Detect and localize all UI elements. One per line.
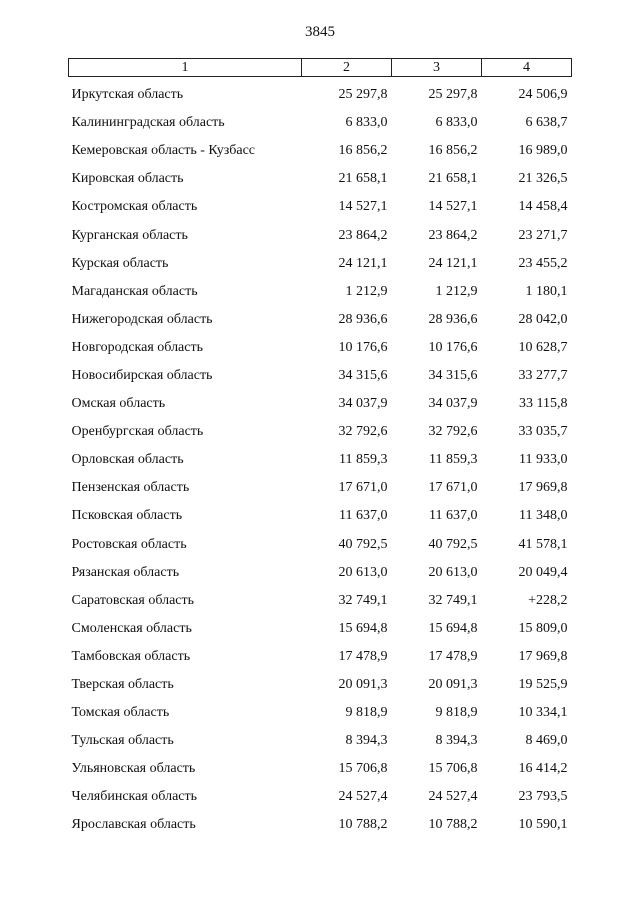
value-cell-col3: 15 706,8 bbox=[428, 761, 478, 777]
value-cell-col3: 32 749,1 bbox=[428, 592, 478, 608]
table-row bbox=[69, 193, 572, 221]
column-header: 2 bbox=[302, 59, 392, 77]
column-header: 3 bbox=[392, 59, 482, 77]
region-name-cell: Курганская область bbox=[71, 227, 188, 243]
value-cell-col3: 40 792,5 bbox=[428, 536, 478, 552]
value-cell-col2: 25 297,8 bbox=[338, 87, 388, 103]
value-cell-col4: 21 326,5 bbox=[518, 171, 568, 187]
value-cell-col4: 41 578,1 bbox=[518, 536, 568, 552]
value-cell-col4: 15 809,0 bbox=[518, 620, 568, 636]
value-cell-col3: 15 694,8 bbox=[428, 620, 478, 636]
value-cell-col3: 17 478,9 bbox=[428, 648, 478, 664]
region-name-cell: Костромская область bbox=[71, 199, 198, 215]
value-cell-col2: 11 859,3 bbox=[339, 452, 388, 468]
region-name-cell: Курская область bbox=[71, 255, 169, 271]
value-cell-col4: 16 414,2 bbox=[518, 761, 568, 777]
column-header: 4 bbox=[482, 59, 572, 77]
region-name-cell: Псковская область bbox=[71, 508, 183, 524]
value-cell-col2: 11 637,0 bbox=[339, 508, 388, 524]
value-cell-col2: 8 394,3 bbox=[345, 733, 388, 749]
value-cell-col4: 17 969,8 bbox=[518, 480, 568, 496]
value-cell-col4: 33 277,7 bbox=[518, 367, 568, 383]
region-name-cell: Кировская область bbox=[71, 171, 184, 187]
value-cell-col2: 34 315,6 bbox=[338, 367, 388, 383]
table-row bbox=[69, 699, 572, 727]
region-name-cell: Рязанская область bbox=[71, 564, 180, 580]
value-cell-col4: 16 989,0 bbox=[518, 143, 568, 159]
value-cell-col4: 24 506,9 bbox=[518, 87, 568, 103]
value-cell-col4: 11 933,0 bbox=[519, 452, 568, 468]
value-cell-col2: 24 527,4 bbox=[338, 789, 388, 805]
value-cell-col4: 33 115,8 bbox=[519, 396, 568, 412]
region-name-cell: Ростовская область bbox=[71, 536, 187, 552]
region-name-cell: Смоленская область bbox=[71, 620, 192, 636]
value-cell-col3: 23 864,2 bbox=[428, 227, 478, 243]
value-cell-col3: 25 297,8 bbox=[428, 87, 478, 103]
value-cell-col3: 28 936,6 bbox=[428, 311, 478, 327]
value-cell-col2: 9 818,9 bbox=[345, 705, 388, 721]
region-name-cell: Новосибирская область bbox=[71, 367, 213, 383]
region-name-cell: Томская область bbox=[71, 705, 170, 721]
table-body bbox=[69, 77, 572, 840]
region-name-cell: Магаданская область bbox=[71, 283, 198, 299]
table-row bbox=[69, 446, 572, 474]
value-cell-col2: 23 864,2 bbox=[338, 227, 388, 243]
table-row bbox=[69, 783, 572, 811]
table-row bbox=[69, 502, 572, 530]
value-cell-col4: +228,2 bbox=[528, 592, 568, 608]
region-name-cell: Новгородская область bbox=[71, 339, 203, 355]
region-name-cell: Ульяновская область bbox=[71, 761, 196, 777]
value-cell-col2: 15 706,8 bbox=[338, 761, 388, 777]
table-row bbox=[69, 615, 572, 643]
page-number: 3845 bbox=[305, 24, 335, 40]
value-cell-col3: 21 658,1 bbox=[428, 171, 478, 187]
region-name-cell: Калининградская область bbox=[71, 115, 225, 131]
table-row bbox=[69, 334, 572, 362]
table-row bbox=[69, 587, 572, 615]
table-row bbox=[69, 362, 572, 390]
value-cell-col3: 16 856,2 bbox=[428, 143, 478, 159]
value-cell-col2: 17 478,9 bbox=[338, 648, 388, 664]
value-cell-col3: 34 315,6 bbox=[428, 367, 478, 383]
value-cell-col2: 20 613,0 bbox=[338, 564, 388, 580]
value-cell-col4: 28 042,0 bbox=[518, 311, 568, 327]
value-cell-col4: 10 628,7 bbox=[518, 339, 568, 355]
region-name-cell: Оренбургская область bbox=[71, 424, 204, 440]
table-row bbox=[69, 77, 572, 110]
table-header bbox=[69, 59, 572, 77]
column-header: 1 bbox=[69, 59, 302, 77]
table-row bbox=[69, 278, 572, 306]
value-cell-col3: 14 527,1 bbox=[428, 199, 478, 215]
value-cell-col2: 40 792,5 bbox=[338, 536, 388, 552]
value-cell-col3: 10 788,2 bbox=[428, 817, 478, 833]
value-cell-col2: 32 792,6 bbox=[338, 424, 388, 440]
value-cell-col2: 16 856,2 bbox=[338, 143, 388, 159]
value-cell-col3: 6 833,0 bbox=[435, 115, 478, 131]
table-row bbox=[69, 671, 572, 699]
region-name-cell: Кемеровская область - Кузбасс bbox=[71, 143, 256, 159]
value-cell-col3: 34 037,9 bbox=[428, 396, 478, 412]
value-cell-col4: 23 793,5 bbox=[518, 789, 568, 805]
region-name-cell: Тверская область bbox=[71, 677, 174, 693]
value-cell-col4: 8 469,0 bbox=[525, 733, 568, 749]
value-cell-col3: 32 792,6 bbox=[428, 424, 478, 440]
value-cell-col2: 10 788,2 bbox=[338, 817, 388, 833]
table-row bbox=[69, 531, 572, 559]
value-cell-col4: 19 525,9 bbox=[518, 677, 568, 693]
value-cell-col2: 15 694,8 bbox=[338, 620, 388, 636]
data-table bbox=[68, 58, 572, 840]
table-row bbox=[69, 418, 572, 446]
value-cell-col4: 10 334,1 bbox=[518, 705, 568, 721]
region-name-cell: Омская область bbox=[71, 396, 166, 412]
table-row bbox=[69, 390, 572, 418]
value-cell-col2: 14 527,1 bbox=[338, 199, 388, 215]
value-cell-col2: 10 176,6 bbox=[338, 339, 388, 355]
value-cell-col3: 20 091,3 bbox=[428, 677, 478, 693]
table-row bbox=[69, 250, 572, 278]
value-cell-col4: 14 458,4 bbox=[518, 199, 568, 215]
header-row bbox=[69, 59, 572, 77]
value-cell-col4: 6 638,7 bbox=[525, 115, 568, 131]
region-name-cell: Челябинская область bbox=[71, 789, 197, 805]
value-cell-col3: 8 394,3 bbox=[435, 733, 478, 749]
value-cell-col4: 23 271,7 bbox=[518, 227, 568, 243]
region-name-cell: Ярославская область bbox=[71, 817, 196, 833]
value-cell-col4: 20 049,4 bbox=[518, 564, 568, 580]
value-cell-col2: 6 833,0 bbox=[345, 115, 388, 131]
value-cell-col2: 1 212,9 bbox=[345, 283, 388, 299]
value-cell-col4: 33 035,7 bbox=[518, 424, 568, 440]
value-cell-col3: 20 613,0 bbox=[428, 564, 478, 580]
region-name-cell: Тульская область bbox=[71, 733, 174, 749]
value-cell-col4: 11 348,0 bbox=[519, 508, 568, 524]
value-cell-col3: 11 859,3 bbox=[429, 452, 478, 468]
value-cell-col2: 21 658,1 bbox=[338, 171, 388, 187]
value-cell-col4: 10 590,1 bbox=[518, 817, 568, 833]
value-cell-col2: 32 749,1 bbox=[338, 592, 388, 608]
value-cell-col2: 20 091,3 bbox=[338, 677, 388, 693]
value-cell-col4: 1 180,1 bbox=[525, 283, 568, 299]
region-name-cell: Саратовская область bbox=[71, 592, 195, 608]
table-row bbox=[69, 474, 572, 502]
value-cell-col2: 24 121,1 bbox=[338, 255, 388, 271]
value-cell-col4: 17 969,8 bbox=[518, 648, 568, 664]
value-cell-col3: 24 527,4 bbox=[428, 789, 478, 805]
table-row bbox=[69, 643, 572, 671]
value-cell-col3: 24 121,1 bbox=[428, 255, 478, 271]
table-row bbox=[69, 755, 572, 783]
table-row bbox=[69, 727, 572, 755]
table-row bbox=[69, 165, 572, 193]
table-row bbox=[69, 811, 572, 839]
table-row bbox=[69, 559, 572, 587]
value-cell-col3: 17 671,0 bbox=[428, 480, 478, 496]
table-row bbox=[69, 306, 572, 334]
value-cell-col4: 23 455,2 bbox=[518, 255, 568, 271]
value-cell-col2: 34 037,9 bbox=[338, 396, 388, 412]
region-name-cell: Иркутская область bbox=[71, 87, 184, 103]
value-cell-col3: 9 818,9 bbox=[435, 705, 478, 721]
region-name-cell: Орловская область bbox=[71, 452, 184, 468]
region-name-cell: Нижегородская область bbox=[71, 311, 213, 327]
table-row bbox=[69, 137, 572, 165]
value-cell-col3: 11 637,0 bbox=[429, 508, 478, 524]
value-cell-col3: 10 176,6 bbox=[428, 339, 478, 355]
value-cell-col2: 17 671,0 bbox=[338, 480, 388, 496]
table-row bbox=[69, 109, 572, 137]
value-cell-col2: 28 936,6 bbox=[338, 311, 388, 327]
region-name-cell: Тамбовская область bbox=[71, 648, 191, 664]
region-name-cell: Пензенская область bbox=[71, 480, 190, 496]
value-cell-col3: 1 212,9 bbox=[435, 283, 478, 299]
table-row bbox=[69, 221, 572, 249]
